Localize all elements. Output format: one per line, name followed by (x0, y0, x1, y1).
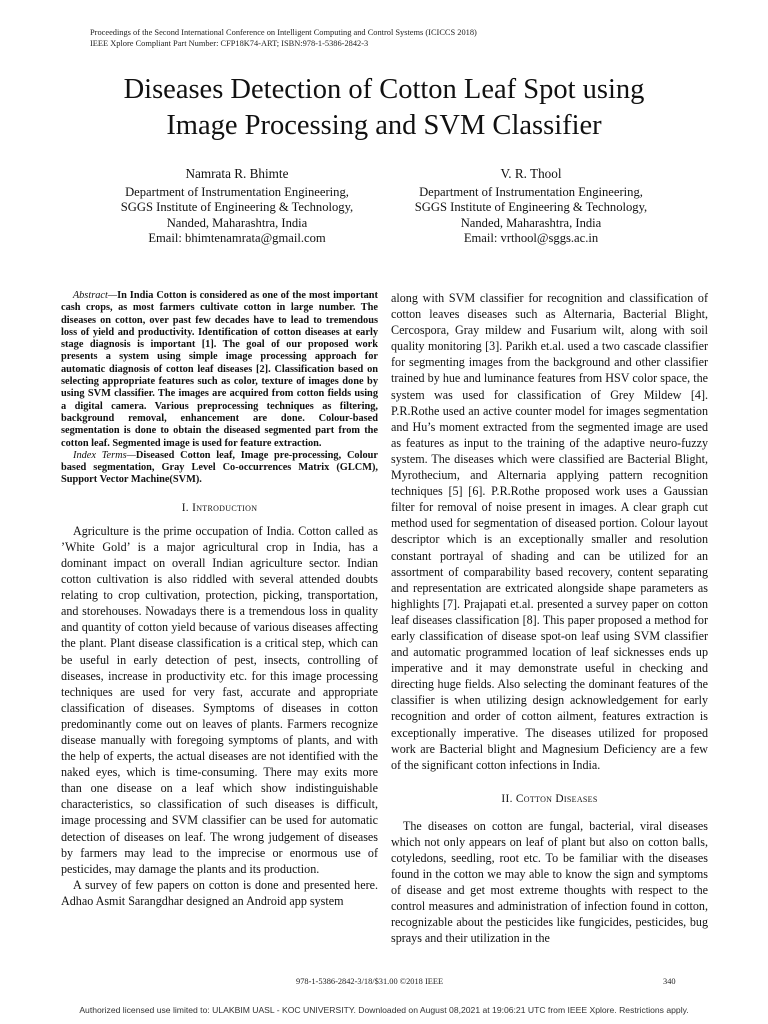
left-column (61, 290, 378, 909)
author-email: Email: bhimtenamrata@gmail.com (148, 231, 326, 245)
author-department: Department of Instrumentation Engineering, (419, 184, 643, 199)
cotton-diseases-paragraph-1: The diseases on cotton are fungal, bacterial, viral diseases which not only appears on leaf of plant but also on cotton balls, cotyledons, seedling, root etc. To be familiar with the diseases found in the cotton we may able to know the sign and symptoms of disease and get most extreme thoughts with respect to the control measures and administration of infection found in cotton, recognizable about the pesticides like fungicides, pesticides, bug sprays and their utilization in the (391, 818, 708, 946)
header-line-proceedings: Proceedings of the Second International Conference on Intelligent Computing and Control Systems (ICICCS 2018) (90, 28, 477, 37)
author-email: Email: vrthool@sggs.ac.in (463, 231, 599, 245)
author-block-2 (381, 166, 681, 247)
paper-title (40, 72, 728, 144)
intro-paragraph-1: Agriculture is the prime occupation of India. Cotton called as ’White Gold’ is a major agricultural crop in India, has a dominant impact on overall Indian agriculture sector. Indian cotton cultivation is also riddled with several attended doubts relating to crop cultivation, protection, picking, transportation, and storehouses. Nowadays there is a tremendous loss in quality and quantity of cotton yield because of various diseases affecting the plant. Plant disease classification is a critical step, which can be useful in early detection of pest, insects, controlling of diseases, increase in productivity etc. for this image processing techniques are used for very fast, accurate and appropriate classification of diseases. Symptoms of diseases in cotton predominantly come out on leaves of plants. Farmers recognize disease manually with foregoing symptoms of plants, and with the help of experts, the actual diseases are not identified with the naked eyes, which is time-consuming. There may exits more than one disease on a leaf which show indistinguishable characteristics, so classification of such diseases is difficult, image processing and SVM classifier can be used for automatic detection of diseases on leaf. The wrong judgement of diseases by farmers may lead to the imprecise or enormous use of pesticides, may damage the plants and its production. (61, 523, 378, 876)
abstract-text: In India Cotton is considered as one of the most important cash crops, as most farmers cultivate cotton in large number. The diseases on cotton, over past few decades have to lead to tremendous loss of yield and productivity. Identification of cotton diseases at early stage diagnosis is important [1]. The goal of our proposed work presents a system using simple image processing approach for automatic diagnosis of cotton leaf diseases [2]. Classification based on selecting appropriate features such as color, texture of images done by using SVM classifier. The images are acquired from cotton fields using a digital camera. Various preprocessing techniques as filtering, background removal, enhancement are done. Colour-based segmentation is done to obtain the diseased segmented part from the cotton leaf. Segmented image is used for feature extraction. (61, 290, 378, 449)
license-notice: Authorized licensed use limited to: ULAKBIM UASL - KOC UNIVERSITY. Downloaded on August 08,2021 at 19:06:21 UTC from IEEE Xplore. Restrictions apply. (79, 1005, 689, 1015)
intro-paragraph-2: A survey of few papers on cotton is done and presented here. Adhao Asmit Sarangdhar designed an Android app system (61, 877, 378, 908)
conference-header (90, 27, 690, 49)
intro-paragraph-2-continued: along with SVM classifier for recognition and classification of cotton leaves diseases such as Alternaria, Bacterial Blight, Cercospora, Gray mildew and Fusarium wilt, along with soil quality monitoring [3]. Parikh et.al. used a two cascade classifier for segmenting images from the background and other classifier trained by hue and luminance features from HSV color space, the system was used for classification of Grey Mildew [4]. P.R.Rothe used an active counter model for images segmentation and Hu’s moment extracted from the segmented image are used as features as input to the training of the adaptive neuro-fuzzy system. The diseases which were classified are Bacterial Blight, Myrothecium, and Alternaria applying pattern recognition techniques [5] [6]. P.R.Rothe proposed work uses a Gaussian filter for removal of noise present in images. A clear graph cut method used for segmentation of diseased portion. Colour layout descriptor which is an exceptionally smaller and resolution constant portrayal of shading and can be utilized for an assortment of comparability based recovery, content separating and representation are extricated alongside shape parameters as highlights [7]. Prajapati et.al. presented a survey paper on cotton leaf diseases classification [8]. This paper proposed a method for early classification of disease spot-on leaf using SVM classifier and automatic programmed location of leaf sicknesses ends up imperative and it may demonstrate useful in checking and directing huge fields. Also selecting the dominant features of the classifier is when utilizing design acknowledgement for early recognition and order of cotton ailment, features extraction is exceptionally imperative. The diseases utilized for proposed work are Bacterial blight and Magnesium Deficiency are a few of the significant cotton infections in India. (391, 291, 708, 772)
author-location: Nanded, Maharashtra, India (460, 215, 602, 230)
author-institute: SGGS Institute of Engineering & Technology, (414, 200, 648, 214)
index-terms-label: Index Terms (73, 449, 127, 461)
author-name: V. R. Thool (500, 166, 562, 181)
section-heading-cotton-diseases: II. Cotton Diseases (501, 792, 598, 805)
author-department: Department of Instrumentation Engineering, (125, 184, 349, 199)
section-heading-introduction: I. Introduction (181, 501, 258, 514)
abstract: Abstract—In India Cotton is considered as one of the most important cash crops, as most farmers cultivate cotton in large number. The diseases on cotton, over past few decades have to lead to tremendous loss of yield and productivity. Identification of cotton diseases at early stage diagnosis is important [1]. The goal of our proposed work presents a system using simple image processing approach for automatic diagnosis of cotton leaf diseases [2]. Classification based on selecting appropriate features such as color, texture of images done by using SVM classifier. The images are acquired from cotton fields using a digital camera. Various preprocessing techniques as filtering, background removal, enhancement are done. Colour-based segmentation is done to obtain the diseased segmented part from the cotton leaf. Segmented image is used for feature extraction. (61, 290, 378, 449)
footer-isbn: 978-1-5386-2842-3/18/$31.00 ©2018 IEEE (296, 977, 444, 986)
index-terms-text: Diseased Cotton leaf, Image pre-processing, Colour based segmentation, Gray Level Co-occurrences Matrix (GLCM), Support Vector Machine(SVM). (61, 449, 378, 486)
page-number: 340 (663, 977, 676, 986)
author-location: Nanded, Maharashtra, India (166, 215, 308, 230)
author-institute: SGGS Institute of Engineering & Technology, (120, 200, 354, 214)
abstract-label: Abstract (72, 290, 108, 301)
author-name: Namrata R. Bhimte (185, 166, 289, 181)
index-terms: Index Terms—Diseased Cotton leaf, Image pre-processing, Colour based segmentation, Gray Level Co-occurrences Matrix (GLCM), Support Vector Machine(SVM). (61, 449, 378, 486)
author-block-1 (87, 166, 387, 247)
title-line-1: Diseases Detection of Cotton Leaf Spot using (123, 74, 645, 105)
right-column (391, 290, 708, 947)
title-line-2: Image Processing and SVM Classifier (166, 110, 602, 141)
header-line-isbn: IEEE Xplore Compliant Part Number: CFP18K74-ART; ISBN:978-1-5386-2842-3 (90, 39, 369, 48)
